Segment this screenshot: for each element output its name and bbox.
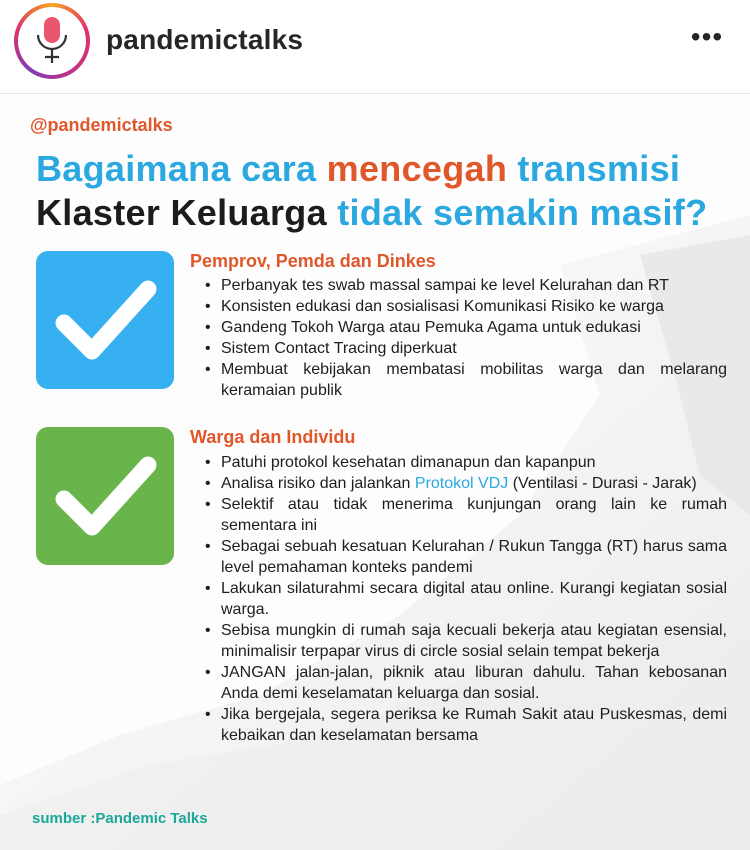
headline-line-2: Klaster Keluarga tidak semakin masif? [36,192,708,233]
list-item: • Gandeng Tokoh Warga atau Pemuka Agama untuk edukasi [205,317,727,338]
list-item: • Selektif atau tidak menerima kunjungan orang lain ke rumah sementara ini [205,494,727,536]
post-header [0,0,750,94]
list-item: • Analisa risiko dan jalankan Protokol VDJ (Ventilasi - Durasi - Jarak) [205,473,727,494]
microphone-icon [22,11,82,71]
username-link[interactable]: pandemictalks [106,24,304,55]
list-item: • Konsisten edukasi dan sosialisasi Komunikasi Risiko ke warga [205,296,727,317]
section-title-citizens: Warga dan Individu [190,427,356,447]
list-item: • Perbanyak tes swab massal sampai ke level Kelurahan dan RT [205,275,727,296]
list-item: • Sebisa mungkin di rumah saja kecuali bekerja atau kegiatan esensial, minimalisir terpapar virus di circle sosial selain tempat bekerja [205,620,727,662]
more-options-icon[interactable]: ••• [690,21,724,52]
list-item: • Membuat kebijakan membatasi mobilitas warga dan melarang keramaian publik [205,359,727,401]
section-title-government: Pemprov, Pemda dan Dinkes [190,251,436,271]
source-credit: sumber :Pandemic Talks [32,810,208,827]
government-actions-list [205,275,727,401]
list-item: • Jika bergejala, segera periksa ke Rumah Sakit atau Puskesmas, demi kebaikan dan keselamatan bersama [205,704,727,746]
post-image [0,95,750,850]
avatar[interactable] [14,3,90,79]
list-item: • JANGAN jalan-jalan, piknik atau liburan dahulu. Tahan kebosanan Anda demi keselamatan keluarga dan sosial. [205,662,727,704]
list-item: • Sebagai sebuah kesatuan Kelurahan / Rukun Tangga (RT) harus sama level pemahaman konteks pandemi [205,536,727,578]
protocol-vdj-highlight: Protokol VDJ [414,475,509,492]
list-item: • Sistem Contact Tracing diperkuat [205,338,727,359]
headline [36,147,707,235]
check-icon [36,427,174,565]
check-icon [36,251,174,389]
citizen-actions-list [205,452,727,746]
list-item: • Patuhi protokol kesehatan dimanapun dan kapanpun [205,452,727,473]
post-handle: @pandemictalks [30,115,173,135]
list-item: • Lakukan silaturahmi secara digital atau online. Kurangi kegiatan sosial warga. [205,578,727,620]
headline-line-1: Bagaimana cara mencegah transmisi [36,148,681,189]
